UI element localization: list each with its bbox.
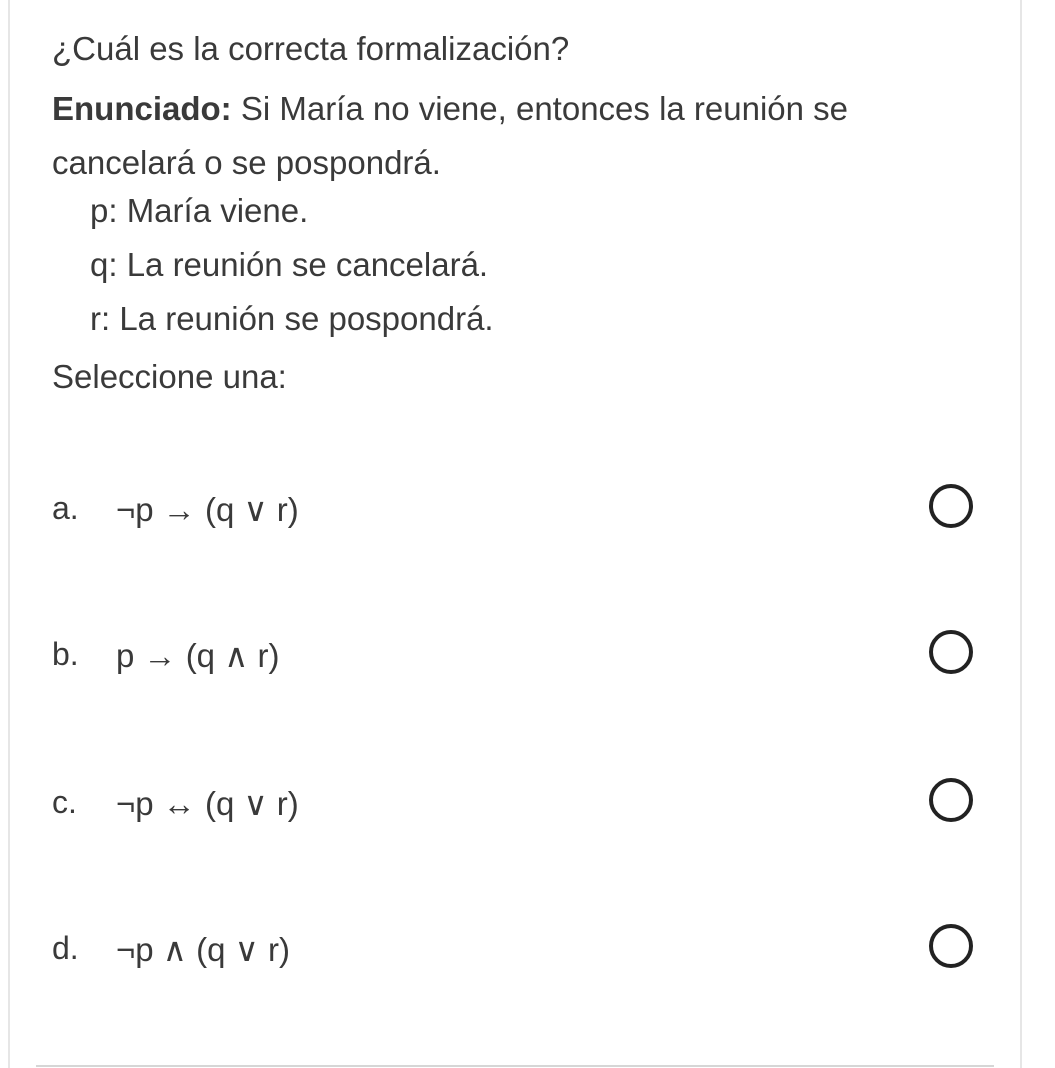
variable-p: p: María viene. (90, 192, 309, 229)
radio-button[interactable] (929, 924, 973, 968)
option-text: ¬p ∧ (q ∨ r) (116, 931, 290, 968)
option-a[interactable] (36, 490, 996, 590)
option-text: p → (q ∧ r) (116, 637, 280, 674)
variable-q: q: La reunión se cancelará. (90, 246, 489, 283)
statement-label: Enunciado: (52, 90, 232, 127)
variable-r: r: La reunión se pospondrá. (90, 300, 494, 337)
option-b[interactable] (36, 636, 996, 736)
radio-button[interactable] (929, 484, 973, 528)
option-letter: c. (52, 784, 77, 820)
option-letter: b. (52, 636, 79, 672)
radio-button[interactable] (929, 778, 973, 822)
option-text: ¬p → (q ∨ r) (116, 491, 299, 528)
radio-button[interactable] (929, 630, 973, 674)
option-c[interactable] (36, 784, 996, 884)
option-text: ¬p ↔ (q ∨ r) (116, 785, 299, 822)
option-d[interactable] (36, 930, 996, 1030)
statement (52, 82, 992, 190)
option-letter: a. (52, 490, 79, 526)
statement-text: Si María no viene, entonces la reunión se cancelará o se pospondrá. (52, 90, 849, 181)
question-title: ¿Cuál es la correcta formalización? (52, 30, 570, 67)
option-letter: d. (52, 930, 79, 966)
divider (36, 1065, 994, 1067)
select-prompt: Seleccione una: (52, 358, 287, 395)
